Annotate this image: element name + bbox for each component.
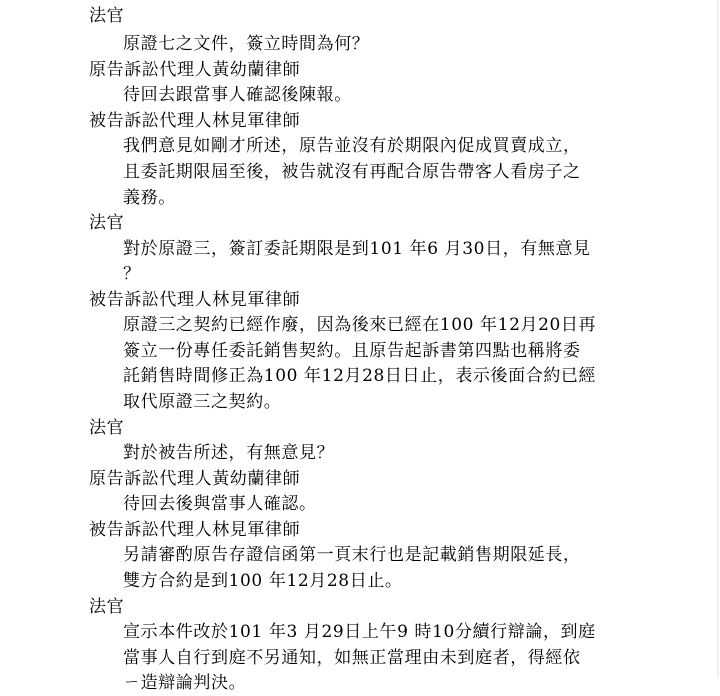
statement-line: 原證三之契約已經作廢，因為後來已經在100 年12月20日再 — [123, 315, 597, 335]
statement-line: 對於被告所述，有無意見？ — [123, 443, 335, 463]
statement-line: 取代原證三之契約。 — [123, 392, 282, 412]
speaker-label: 法官 — [89, 597, 125, 617]
statement-line: 原證七之文件，簽立時間為何？ — [123, 34, 370, 54]
page-edge-divider — [717, 0, 719, 677]
statement-line: 待回去跟當事人確認後陳報。 — [123, 85, 352, 105]
statement-line: 另請審酌原告存證信函第一頁末行也是記載銷售期限延長， — [123, 545, 581, 565]
statement-line: ㄧ造辯論判決。 — [123, 673, 247, 693]
statement-line: 待回去後與當事人確認。 — [123, 494, 317, 514]
statement-line: 宣示本件改於101 年3 月29日上午9 時10分續行辯論，到庭 — [123, 622, 596, 642]
speaker-label: 原告訴訟代理人黃幼蘭律師 — [89, 469, 301, 489]
statement-line: 簽立一份專任委託銷售契約。且原告起訴書第四點也稱將委 — [123, 341, 581, 361]
speaker-label: 被告訴訟代理人林見軍律師 — [89, 520, 301, 540]
statement-line: 且委託期限屆至後，被告就沒有再配合原告帶客人看房子之 — [123, 162, 581, 182]
speaker-label: 法官 — [89, 418, 125, 438]
speaker-label: 法官 — [89, 6, 125, 26]
statement-line: 我們意見如剛才所述，原告並沒有於期限內促成買賣成立， — [123, 136, 581, 156]
statement-line: 對於原證三，簽訂委託期限是到101 年6 月30日，有無意見 — [123, 239, 591, 259]
statement-line: 當事人自行到庭不另通知，如無正當理由未到庭者，得經依 — [123, 648, 581, 668]
speaker-label: 被告訴訟代理人林見軍律師 — [89, 290, 301, 310]
speaker-label: 被告訴訟代理人林見軍律師 — [89, 111, 301, 131]
statement-line: 雙方合約是到100 年12月28日止。 — [123, 571, 403, 591]
statement-line: 託銷售時間修正為100 年12月28日日止，表示後面合約已經 — [123, 366, 597, 386]
statement-line: 義務。 — [123, 188, 176, 208]
speaker-label: 原告訴訟代理人黃幼蘭律師 — [89, 60, 301, 80]
speaker-label: 法官 — [89, 213, 125, 233]
statement-line: ？ — [123, 264, 141, 284]
